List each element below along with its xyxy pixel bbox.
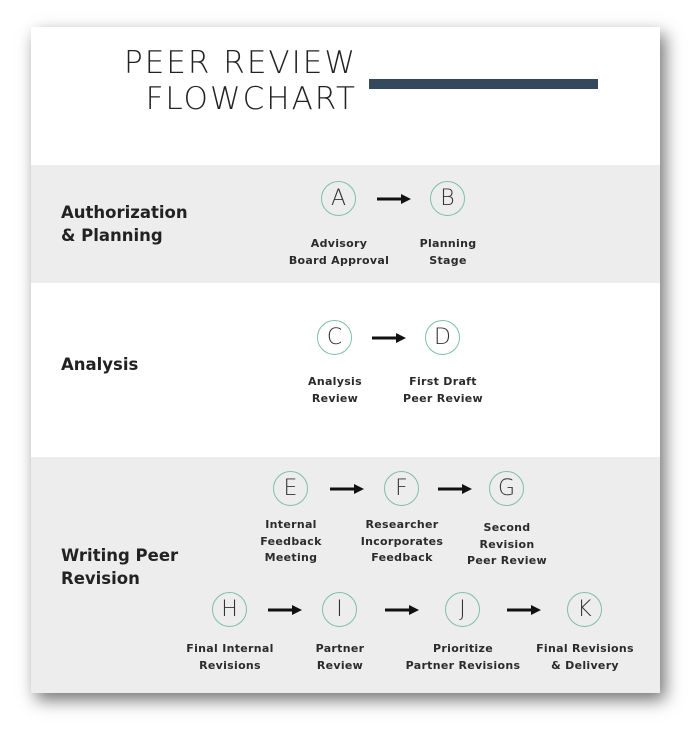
node-d: D bbox=[425, 320, 460, 355]
caption-line: First Draft bbox=[409, 375, 477, 388]
title-line-1: PEER REVIEW bbox=[124, 45, 357, 81]
node-g: G bbox=[489, 471, 524, 506]
caption-line: Feedback bbox=[371, 551, 433, 564]
caption-line: Analysis bbox=[308, 375, 362, 388]
node-k: K bbox=[567, 592, 602, 627]
arrow-f-to-g bbox=[438, 483, 472, 495]
caption-line: Meeting bbox=[264, 551, 318, 564]
section-label-line: Writing Peer bbox=[61, 546, 179, 565]
section-label-line: & Planning bbox=[61, 226, 163, 245]
caption-line: & Delivery bbox=[551, 658, 619, 672]
caption-line: Prioritize bbox=[433, 642, 493, 655]
caption-line: Revision bbox=[479, 537, 535, 551]
section-band-analysis bbox=[31, 283, 660, 457]
arrow-c-to-d bbox=[372, 332, 406, 344]
caption-line: Incorporates bbox=[360, 534, 444, 548]
node-b-caption bbox=[383, 236, 513, 269]
node-j: J bbox=[445, 592, 480, 627]
caption-line: Internal bbox=[265, 518, 317, 531]
section-label-line: Authorization bbox=[61, 203, 188, 222]
node-d-caption bbox=[378, 374, 508, 407]
arrow-head bbox=[409, 605, 419, 615]
section-label-line: Analysis bbox=[61, 355, 139, 374]
node-j-caption bbox=[398, 641, 528, 674]
caption-line: Board Approval bbox=[288, 253, 390, 267]
node-b: B bbox=[430, 181, 465, 216]
node-a: A bbox=[321, 181, 356, 216]
node-f: F bbox=[384, 471, 419, 506]
caption-line: Stage bbox=[429, 253, 467, 267]
node-h: H bbox=[212, 592, 247, 627]
arrow-head bbox=[462, 484, 472, 494]
arrow-i-to-j bbox=[385, 604, 419, 616]
title-accent-bar bbox=[369, 79, 598, 89]
section-label-authorization bbox=[61, 201, 188, 247]
section-label-analysis bbox=[61, 353, 138, 376]
caption-line: Peer Review bbox=[402, 391, 484, 405]
title-line-2: FLOWCHART bbox=[145, 81, 357, 117]
arrow-e-to-f bbox=[330, 483, 364, 495]
arrow-head bbox=[396, 333, 406, 343]
arrow-a-to-b bbox=[377, 193, 411, 205]
caption-line: Researcher bbox=[365, 518, 439, 531]
caption-line: Feedback bbox=[260, 534, 322, 548]
caption-line: Review bbox=[311, 391, 359, 405]
section-label-line: Revision bbox=[61, 569, 140, 588]
arrow-j-to-k bbox=[507, 604, 541, 616]
caption-line: Final Internal bbox=[186, 642, 274, 655]
section-label-writing bbox=[61, 544, 178, 590]
arrow-h-to-i bbox=[268, 604, 302, 616]
caption-line: Partner Revisions bbox=[405, 658, 521, 672]
node-i-caption bbox=[275, 641, 405, 674]
title-block bbox=[31, 27, 660, 165]
node-g-caption bbox=[442, 520, 572, 570]
node-c: C bbox=[317, 320, 352, 355]
caption-line: Partner bbox=[315, 642, 365, 655]
caption-line: Peer Review bbox=[466, 554, 548, 567]
caption-line: Planning bbox=[419, 237, 477, 250]
node-k-caption bbox=[520, 641, 650, 674]
node-e: E bbox=[273, 471, 308, 506]
arrow-head bbox=[531, 605, 541, 615]
caption-line: Final Revisions bbox=[536, 642, 634, 655]
flowchart-card bbox=[31, 27, 660, 693]
caption-line: Second bbox=[483, 521, 531, 534]
caption-line: Revisions bbox=[199, 658, 261, 672]
arrow-head bbox=[292, 605, 302, 615]
node-i: I bbox=[322, 592, 357, 627]
caption-line: Review bbox=[316, 658, 364, 672]
arrow-head bbox=[354, 484, 364, 494]
page-title bbox=[105, 45, 357, 117]
arrow-head bbox=[401, 194, 411, 204]
caption-line: Advisory bbox=[310, 237, 368, 250]
